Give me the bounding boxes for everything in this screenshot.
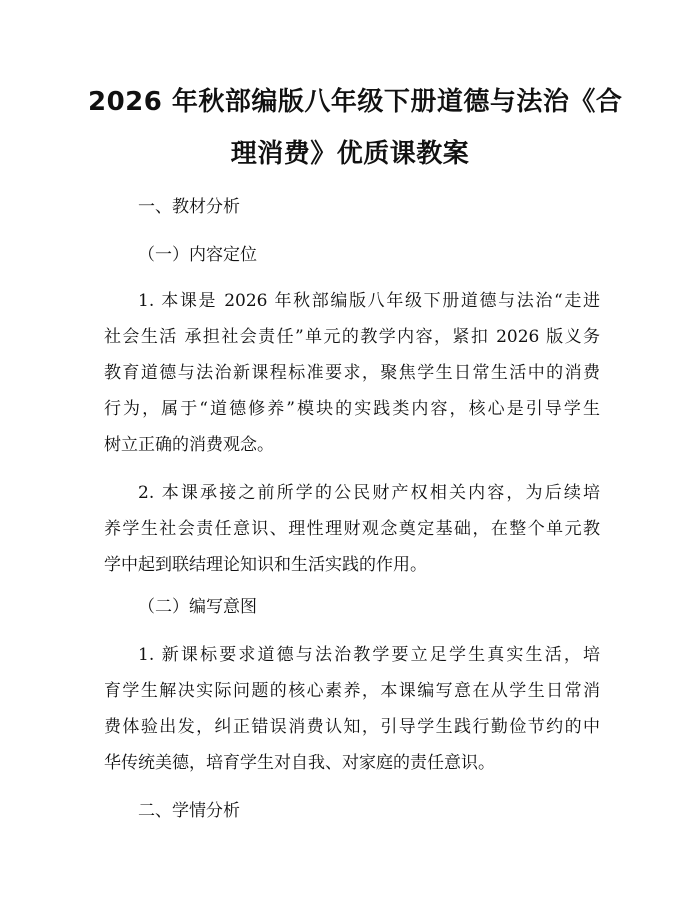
paragraph-line: 1. 本课是 2026 年秋部编版八年级下册道德与法治“走进 xyxy=(138,291,600,311)
paragraph-line: 教育道德与法治新课程标准要求，聚焦学生日常生活中的消费 xyxy=(104,363,600,383)
paragraph-line: 行为，属于“道德修养”模块的实践类内容，核心是引导学生 xyxy=(104,399,600,419)
paragraph-line: 学中起到联结理论知识和生活实践的作用。 xyxy=(104,555,427,575)
paragraph-content-position-1 xyxy=(104,283,600,463)
paragraph-line: 华传统美德，培育学生对自我、对家庭的责任意识。 xyxy=(104,753,495,773)
paragraph-line: 2. 本课承接之前所学的公民财产权相关内容，为后续培 xyxy=(138,483,600,503)
subsection-heading-writing-intent: （二）编写意图 xyxy=(138,597,257,617)
paragraph-content-position-2 xyxy=(104,475,600,583)
subsection-heading-content-position: （一）内容定位 xyxy=(138,245,257,265)
document-title-line-2: 理消费》优质课教案 xyxy=(230,139,470,169)
paragraph-writing-intent-1 xyxy=(104,637,600,781)
paragraph-line: 树立正确的消费观念。 xyxy=(104,435,274,455)
section-heading-learner-analysis: 二、学情分析 xyxy=(138,801,240,821)
section-heading-textbook-analysis: 一、教材分析 xyxy=(138,197,240,217)
paragraph-line: 1. 新课标要求道德与法治教学要立足学生真实生活，培 xyxy=(138,645,600,665)
paragraph-line: 育学生解决实际问题的核心素养，本课编写意在从学生日常消 xyxy=(104,681,600,701)
document-title-line-1: 2026 年秋部编版八年级下册道德与法治《合 xyxy=(88,87,623,117)
paragraph-line: 社会生活 承担社会责任”单元的教学内容，紧扣 2026 版义务 xyxy=(104,327,600,347)
paragraph-line: 养学生社会责任意识、理性理财观念奠定基础，在整个单元教 xyxy=(104,519,600,539)
paragraph-line: 费体验出发，纠正错误消费认知，引导学生践行勤俭节约的中 xyxy=(104,717,600,737)
